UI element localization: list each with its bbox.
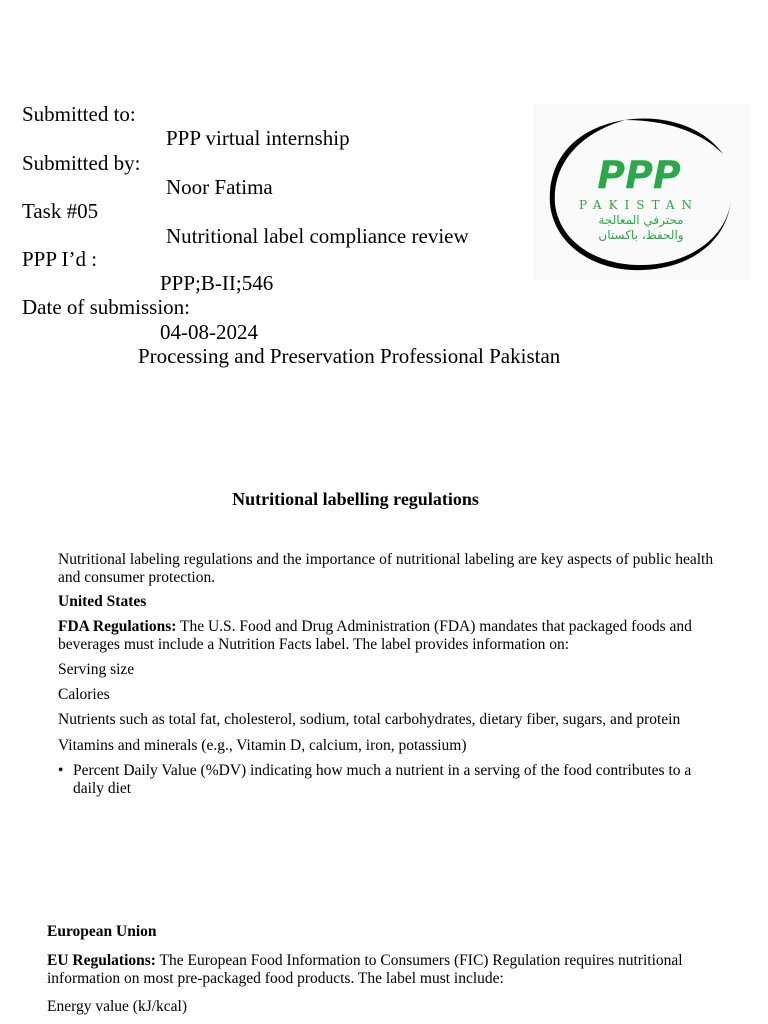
- us-item: Calories: [58, 686, 110, 703]
- logo-pakistan-text: PAKISTAN: [578, 198, 700, 212]
- submitted-by-value: Noor Fatima: [166, 175, 273, 199]
- us-item: Vitamins and minerals (e.g., Vitamin D, calcium, iron, potassium): [58, 737, 467, 754]
- bullet-icon: •: [58, 762, 64, 779]
- us-fda-label: FDA Regulations:: [58, 618, 177, 635]
- eu-regulations-paragraph: [47, 952, 722, 987]
- task-value: Nutritional label compliance review: [166, 224, 469, 248]
- us-fda-text: The U.S. Food and Drug Administration (FDA) mandates that packaged foods and beverages must include a Nutrition Facts label. The label provides information on:: [58, 618, 692, 653]
- ppp-id-value: PPP;B-II;546: [160, 271, 274, 295]
- us-heading: United States: [58, 593, 147, 610]
- date-label: Date of submission:: [22, 295, 190, 319]
- eu-regulations-text: The European Food Information to Consumers (FIC) Regulation requires nutritional information on most pre-packaged food products. The label must include:: [47, 952, 683, 987]
- us-fda-paragraph: [58, 618, 723, 653]
- us-bullet-text: Percent Daily Value (%DV) indicating how much a nutrient in a serving of the food contributes to a daily diet: [73, 762, 692, 797]
- intro-paragraph: Nutritional labeling regulations and the importance of nutritional labeling are key aspects of public health and consumer protection.: [58, 551, 714, 586]
- eu-heading: European Union: [47, 923, 157, 940]
- task-label: Task #05: [22, 199, 99, 223]
- ppp-pakistan-logo: [533, 104, 751, 280]
- submitted-to-value: PPP virtual internship: [166, 126, 350, 150]
- logo-urdu-line-1: محترفي المعالجة: [598, 213, 684, 227]
- us-item: Nutrients such as total fat, cholesterol, sodium, total carbohydrates, dietary fiber, sugars, and protein: [58, 711, 681, 728]
- ppp-id-label: PPP I’d :: [22, 247, 98, 271]
- logo-ppp-text: PPP: [597, 153, 681, 197]
- date-value: 04-08-2024: [160, 320, 258, 344]
- logo-urdu-line-2: والحفظ، باكستان: [598, 228, 684, 242]
- organization-name: Processing and Preservation Professional Pakistan: [138, 344, 561, 368]
- us-item: Serving size: [58, 661, 135, 678]
- logo-graphic: [533, 104, 751, 280]
- logo-ring-top: [625, 118, 723, 154]
- submitted-by-label: Submitted by:: [22, 151, 141, 175]
- eu-regulations-label: EU Regulations:: [47, 952, 156, 969]
- section-title: Nutritional labelling regulations: [232, 489, 479, 509]
- eu-item: Energy value (kJ/kcal): [47, 998, 188, 1015]
- submitted-to-label: Submitted to:: [22, 102, 136, 126]
